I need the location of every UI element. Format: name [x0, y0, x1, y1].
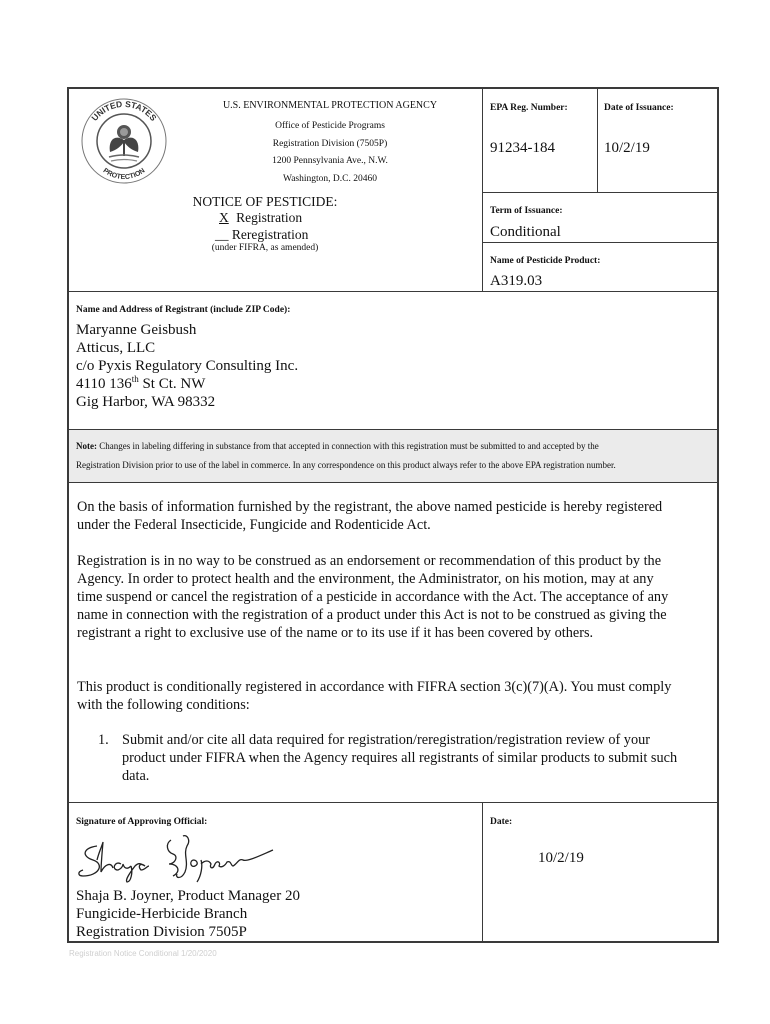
official-division: Registration Division 7505P [76, 924, 247, 940]
epa-reg-label: EPA Reg. Number: [490, 103, 568, 113]
registrant-company: Atticus, LLC [76, 340, 156, 356]
frame-bottom [67, 941, 719, 943]
registrant-name: Maryanne Geisbush [76, 322, 197, 338]
note-line-2: Registration Division prior to use of the label in commerce. In any correspondence on this product always refer to the above EPA registration number. [76, 460, 616, 470]
condition-item [122, 731, 717, 785]
p1-line-1: On the basis of information furnished by the registrant, the above named pesticide is hereby registered [77, 499, 663, 515]
body-bottom [69, 802, 717, 803]
registration-mark: X [219, 210, 229, 225]
item-line-3: data. [122, 768, 150, 784]
street-suffix: th [131, 374, 139, 384]
frame-left [67, 87, 69, 943]
official-name: Shaja B. Joyner, Product Manager 20 [76, 888, 300, 904]
seal-bottom-text: PROTECTION [101, 167, 147, 182]
street-number: 4110 136 [76, 376, 132, 392]
agency-city: Washington, D.C. 20460 [283, 174, 377, 184]
handwritten-signature [75, 830, 285, 888]
issuance-label: Date of Issuance: [604, 103, 674, 113]
header-divider-1 [482, 192, 717, 193]
note-label: Note: [76, 441, 97, 451]
agency-name: U.S. ENVIRONMENTAL PROTECTION AGENCY [222, 100, 438, 111]
p2-line-1: Registration is in no way to be construed as an endorsement or recommendation of this product by the [77, 553, 662, 569]
p3-line-1: This product is conditionally registered in accordance with FIFRA section 3(c)(7)(A). You must comply [77, 679, 672, 695]
reregistration-label: Reregistration [231, 227, 309, 242]
frame-right [717, 87, 719, 943]
signature-divider [482, 803, 483, 941]
product-label: Name of Pesticide Product: [490, 256, 601, 266]
note-bottom [69, 482, 717, 483]
product-value: A319.03 [490, 273, 543, 289]
registrant-city: Gig Harbor, WA 98332 [76, 394, 216, 410]
paragraph-disclaimer [77, 552, 717, 642]
p2-line-5: registrant a right to exclusive use of the name or to its use if it has been covered by others. [77, 625, 594, 641]
notice-under: (under FIFRA, as amended) [211, 243, 319, 253]
agency-division: Registration Division (7505P) [272, 139, 388, 149]
p3-line-2: with the following conditions: [77, 697, 250, 713]
condition-item-number: 1. [98, 732, 109, 748]
header-bottom [69, 291, 717, 292]
header-right-divider [482, 89, 483, 291]
reg-date-divider [597, 89, 598, 192]
item-line-1: Submit and/or cite all data required for registration/reregistration/registration review of your [122, 732, 651, 748]
notice-title: NOTICE OF PESTICIDE: [192, 194, 338, 209]
notice-registration [215, 210, 395, 226]
header-divider-2 [482, 242, 717, 243]
footer-text: Registration Notice Conditional 1/20/2020 [69, 949, 217, 958]
svg-text:PROTECTION [102, 167, 147, 181]
registration-label: Registration [236, 210, 303, 225]
frame-top [67, 87, 719, 89]
p2-line-3: time suspend or cancel the registration of a pesticide in accordance with the Act. The acceptance of any [77, 589, 669, 605]
note-text-1: Changes in labeling differing in substance from that accepted in connection with this registration must be submitted to and accepted by the [99, 441, 599, 451]
registrant-label: Name and Address of Registrant (include ZIP Code): [76, 305, 291, 315]
reregistration-mark: __ [215, 227, 229, 242]
agency-street: 1200 Pennsylvania Ave., N.W. [272, 156, 388, 166]
registrant-street [76, 376, 205, 393]
p2-line-2: Agency. In order to protect health and the environment, the Administrator, on his motion, may at any [77, 571, 654, 587]
epa-seal-icon [75, 96, 173, 186]
official-branch: Fungicide-Herbicide Branch [76, 906, 248, 922]
paragraph-conditions [77, 678, 717, 714]
agency-office: Office of Pesticide Programs [275, 121, 385, 131]
note-box [69, 430, 717, 482]
signature-label: Signature of Approving Official: [76, 817, 208, 827]
p2-line-4: name in connection with the registration of a product under this Act is not to be construed as giving the [77, 607, 667, 623]
seal-top-text: UNITED STATES [89, 98, 159, 123]
p1-line-2: under the Federal Insecticide, Fungicide and Rodenticide Act. [77, 517, 431, 533]
date-label: Date: [490, 817, 513, 827]
paragraph-registration [77, 498, 717, 534]
notice-reregistration [215, 227, 395, 243]
note-line-1 [76, 441, 599, 451]
term-value: Conditional [490, 224, 561, 240]
signature-date: 10/2/19 [538, 850, 584, 866]
registrant-consultant: c/o Pyxis Regulatory Consulting Inc. [76, 358, 299, 374]
epa-reg-value: 91234-184 [490, 140, 555, 156]
street-name: St Ct. NW [138, 376, 206, 392]
item-line-2: product under FIFRA when the Agency requires all registrants of similar products to submit such [122, 750, 678, 766]
term-label: Term of Issuance: [490, 206, 563, 216]
issuance-value: 10/2/19 [604, 140, 650, 156]
